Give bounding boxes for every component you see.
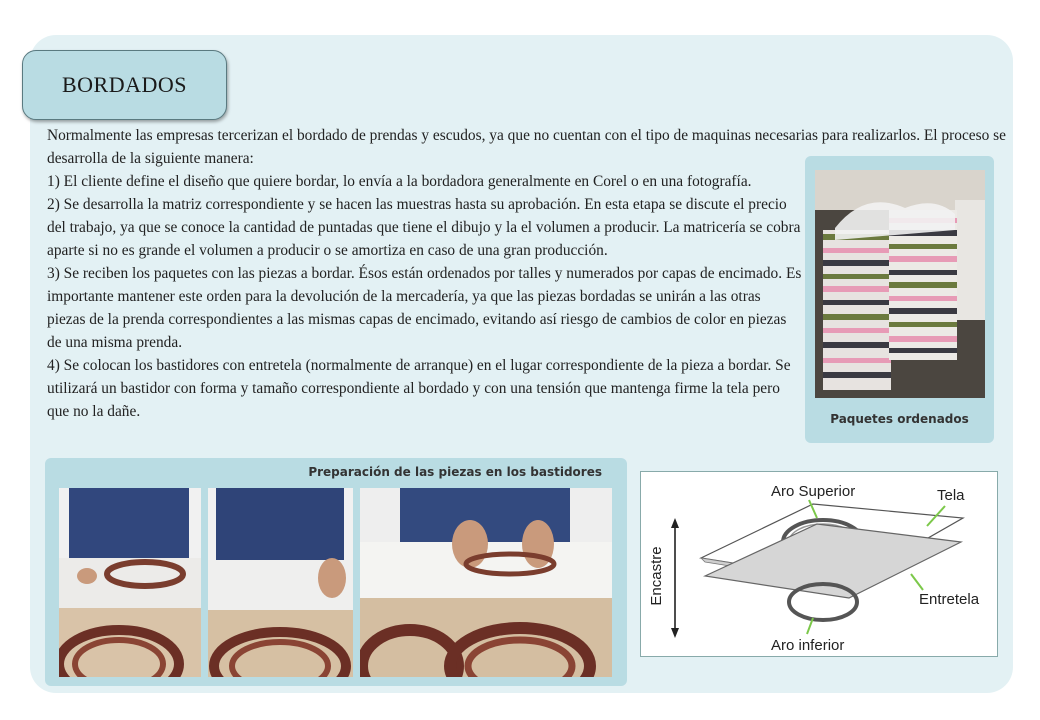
step-number: 2) xyxy=(47,196,60,213)
packages-photo xyxy=(815,170,985,398)
intro-paragraph: Normalmente las empresas tercerizan el bordado de prendas y escudos, ya que no cuentan con el tipo de maquinas necesarias para realizarlos. El proceso se desarrolla de la siguiente manera: xyxy=(47,127,1006,167)
step-number: 1) xyxy=(47,173,60,190)
step-number: 3) xyxy=(47,265,60,282)
step-text: Se reciben los paquetes con las piezas a bordar. Ésos están ordenados por talles y numerados por capas de encimado. Es importante mantener este orden para la devolución de la mercadería, ya que las piezas bordadas se unirán a las otras piezas de la prenda correspondientes a las mismas capas de encimado, evitando así riesgo de cambios de color en piezas de una misma prenda. xyxy=(47,265,802,351)
step-3 xyxy=(47,262,802,354)
package-stack-left xyxy=(823,230,891,390)
encastre-label: Encastre xyxy=(648,546,665,606)
step-number: 4) xyxy=(47,357,60,374)
hoop-diagram-svg xyxy=(641,472,997,656)
step-text: Se desarrolla la matriz correspondiente y se hacen las muestras hasta su aprobación. En esta etapa se discute el precio del trabajo, ya que se conoce la cantidad de puntadas que tiene el dibujo y la el volumen a producir. La matricería se cobra aparte si no es grande el volumen a producir o se amortiza en caso de una gran producción. xyxy=(47,196,801,259)
frame-photo-2-illustration xyxy=(208,488,353,677)
frame-photo-1 xyxy=(59,488,201,677)
step-text: Se colocan los bastidores con entretela (normalmente de arranque) en el lugar correspondiente de la pieza a bordar. Se utilizará un bastidor con forma y tamaño correspondiente al bordado y con una tensión que mantenga firme la tela pero que no la dañe. xyxy=(47,357,791,420)
frames-caption: Preparación de las piezas en los bastidores xyxy=(308,465,602,479)
step-text: El cliente define el diseño que quiere bordar, lo envía a la bordadora generalmente en Corel o en una fotografía. xyxy=(59,173,752,190)
frames-photo-card xyxy=(45,458,627,686)
frame-photo-2 xyxy=(208,488,353,677)
packages-caption: Paquetes ordenados xyxy=(830,412,969,426)
packages-illustration xyxy=(815,170,985,398)
frame-photo-3-illustration xyxy=(360,488,612,677)
aro-superior-label: Aro Superior xyxy=(771,483,856,500)
frame-photo-1-illustration xyxy=(59,488,201,677)
title-box xyxy=(22,50,227,120)
hoop-diagram xyxy=(640,471,998,657)
packages-photo-card xyxy=(805,156,994,443)
tela-label: Tela xyxy=(937,487,965,504)
entretela-label: Entretela xyxy=(919,591,980,608)
step-2 xyxy=(47,193,802,262)
aro-inferior-label: Aro inferior xyxy=(771,637,845,654)
frame-photo-3 xyxy=(360,488,612,677)
step-1 xyxy=(47,170,802,193)
page-title: BORDADOS xyxy=(61,72,188,97)
step-4 xyxy=(47,354,802,423)
